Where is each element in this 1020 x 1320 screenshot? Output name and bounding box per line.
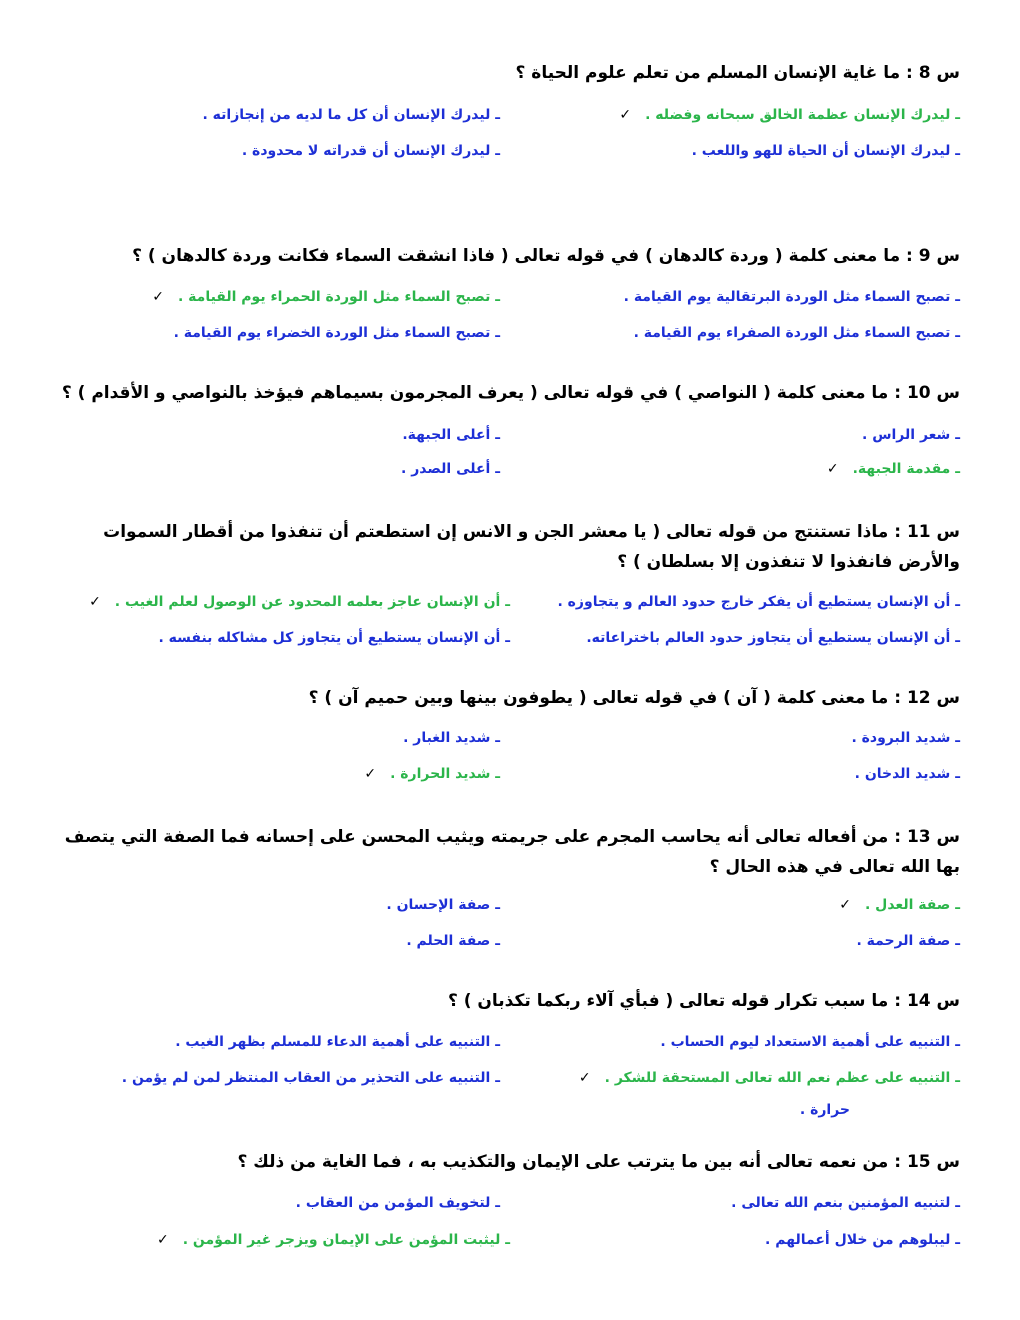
question-text: س 15 : من نعمه تعالى أنه بين ما يترتب على الإيمان والتكذيب به ، فما الغاية من ذلك ؟ bbox=[237, 1152, 960, 1172]
question-12 bbox=[60, 683, 960, 713]
option-q11-a[interactable]: ـ أن الإنسان يستطيع أن يفكر خارج حدود العالم و يتجاوزه . bbox=[557, 594, 960, 610]
option-q13-c[interactable]: ـ صفة الرحمة . bbox=[856, 933, 960, 949]
check-icon: ✓ bbox=[578, 1070, 591, 1086]
option-q12-a[interactable]: ـ شديد البرودة . bbox=[851, 730, 960, 746]
option-q15-c[interactable]: ـ ليبلوهم من خلال أعمالهم . bbox=[765, 1232, 960, 1248]
question-text: س 8 : ما غاية الإنسان المسلم من تعلم علوم الحياة ؟ bbox=[515, 63, 960, 83]
option-q15-a[interactable]: ـ لتنبيه المؤمنين بنعم الله تعالى . bbox=[731, 1195, 960, 1211]
question-text: س 9 : ما معنى كلمة ( وردة كالدهان ) في قوله تعالى ( فاذا انشقت السماء فكانت وردة كالدهان ) ؟ bbox=[132, 246, 960, 266]
check-icon: ✓ bbox=[152, 289, 164, 305]
check-icon: ✓ bbox=[619, 107, 632, 123]
option-q10-d[interactable]: ـ أعلى الصدر . bbox=[401, 461, 500, 477]
question-text: س 14 : ما سبب تكرار قوله تعالى ( فبأي آلاء ربكما تكذبان ) ؟ bbox=[447, 991, 960, 1011]
option-q11-d[interactable]: ـ أن الإنسان يستطيع أن يتجاوز كل مشاكله بنفسه . bbox=[158, 630, 510, 646]
stray-text: حرارة . bbox=[799, 1102, 850, 1118]
option-q14-d[interactable]: ـ التنبيه على التحذير من العقاب المنتظر لمن لم يؤمن . bbox=[121, 1070, 500, 1086]
question-8 bbox=[60, 58, 960, 88]
check-icon: ✓ bbox=[826, 461, 839, 477]
question-text: س 12 : ما معنى كلمة ( آن ) في قوله تعالى ( يطوفون بينها وبين حميم آن ) ؟ bbox=[308, 688, 960, 708]
option-q13-a[interactable]: ـ صفة العدل .✓ bbox=[839, 897, 960, 913]
check-icon: ✓ bbox=[364, 766, 377, 782]
question-9 bbox=[60, 241, 960, 271]
option-q8-b[interactable]: ـ ليدرك الإنسان أن كل ما لديه من إنجازاته . bbox=[202, 107, 500, 123]
question-14 bbox=[60, 986, 960, 1016]
question-text: س 11 : ماذا تستنتج من قوله تعالى ( يا معشر الجن و الانس إن استطعتم أن تنفذوا من أقطار السموات والأرض فانفذوا لا تنفذون إلا بسلطان ) ؟ bbox=[103, 522, 960, 572]
option-q13-d[interactable]: ـ صفة الحلم . bbox=[406, 933, 500, 949]
check-icon: ✓ bbox=[839, 897, 851, 913]
question-15 bbox=[60, 1147, 960, 1177]
option-q10-c[interactable]: ـ مقدمة الجبهة.✓ bbox=[826, 461, 960, 477]
option-q8-a[interactable]: ـ ليدرك الإنسان عظمة الخالق سبحانه وفضله .✓ bbox=[619, 107, 960, 123]
option-q8-c[interactable]: ـ ليدرك الإنسان أن الحياة للهو واللعب . bbox=[691, 143, 960, 159]
option-q9-b[interactable]: ـ تصبح السماء مثل الوردة الحمراء يوم القيامة .✓ bbox=[152, 289, 500, 305]
option-q11-b[interactable]: ـ أن الإنسان عاجز بعلمه المحدود عن الوصول لعلم الغيب .✓ bbox=[89, 594, 510, 610]
question-10 bbox=[60, 378, 960, 408]
option-q11-c[interactable]: ـ أن الإنسان يستطيع أن يتجاوز حدود العالم باختراعاته. bbox=[586, 630, 960, 646]
option-q14-b[interactable]: ـ التنبيه على أهمية الدعاء للمسلم بظهر الغيب . bbox=[175, 1034, 500, 1050]
option-q15-b[interactable]: ـ لتخويف المؤمن من العقاب . bbox=[295, 1195, 500, 1211]
option-q12-c[interactable]: ـ شديد الدخان . bbox=[854, 766, 960, 782]
option-q14-a[interactable]: ـ التنبيه على أهمية الاستعداد ليوم الحساب . bbox=[660, 1034, 960, 1050]
option-q9-d[interactable]: ـ تصبح السماء مثل الوردة الخضراء يوم القيامة . bbox=[173, 325, 500, 341]
option-q12-b[interactable]: ـ شديد الغبار . bbox=[403, 730, 500, 746]
option-q9-a[interactable]: ـ تصبح السماء مثل الوردة البرتقالية يوم القيامة . bbox=[623, 289, 960, 305]
question-13 bbox=[60, 822, 960, 882]
question-text: س 10 : ما معنى كلمة ( النواصي ) في قوله تعالى ( يعرف المجرمون بسيماهم فيؤخذ بالنواصي و الأقدام ) ؟ bbox=[61, 383, 960, 403]
option-q9-c[interactable]: ـ تصبح السماء مثل الوردة الصفراء يوم القيامة . bbox=[633, 325, 960, 341]
option-q13-b[interactable]: ـ صفة الإحسان . bbox=[386, 897, 500, 913]
check-icon: ✓ bbox=[89, 594, 101, 610]
option-q14-c[interactable]: ـ التنبيه على عظم نعم الله تعالى المستحقة للشكر .✓ bbox=[578, 1070, 960, 1086]
check-icon: ✓ bbox=[157, 1232, 169, 1248]
option-q10-b[interactable]: ـ أعلى الجبهة. bbox=[402, 427, 500, 443]
option-q15-d[interactable]: ـ ليثبت المؤمن على الإيمان ويزجر غير المؤمن .✓ bbox=[157, 1232, 510, 1248]
option-q12-d[interactable]: ـ شديد الحرارة .✓ bbox=[364, 766, 500, 782]
question-11 bbox=[60, 517, 960, 577]
option-q10-a[interactable]: ـ شعر الراس . bbox=[862, 427, 960, 443]
option-q8-d[interactable]: ـ ليدرك الإنسان أن قدراته لا محدودة . bbox=[241, 143, 500, 159]
question-text: س 13 : من أفعاله تعالى أنه يحاسب المجرم على جريمته ويثيب المحسن على إحسانه فما الصفة التي يتصف بها الله تعالى في هذه الحال ؟ bbox=[64, 827, 960, 877]
